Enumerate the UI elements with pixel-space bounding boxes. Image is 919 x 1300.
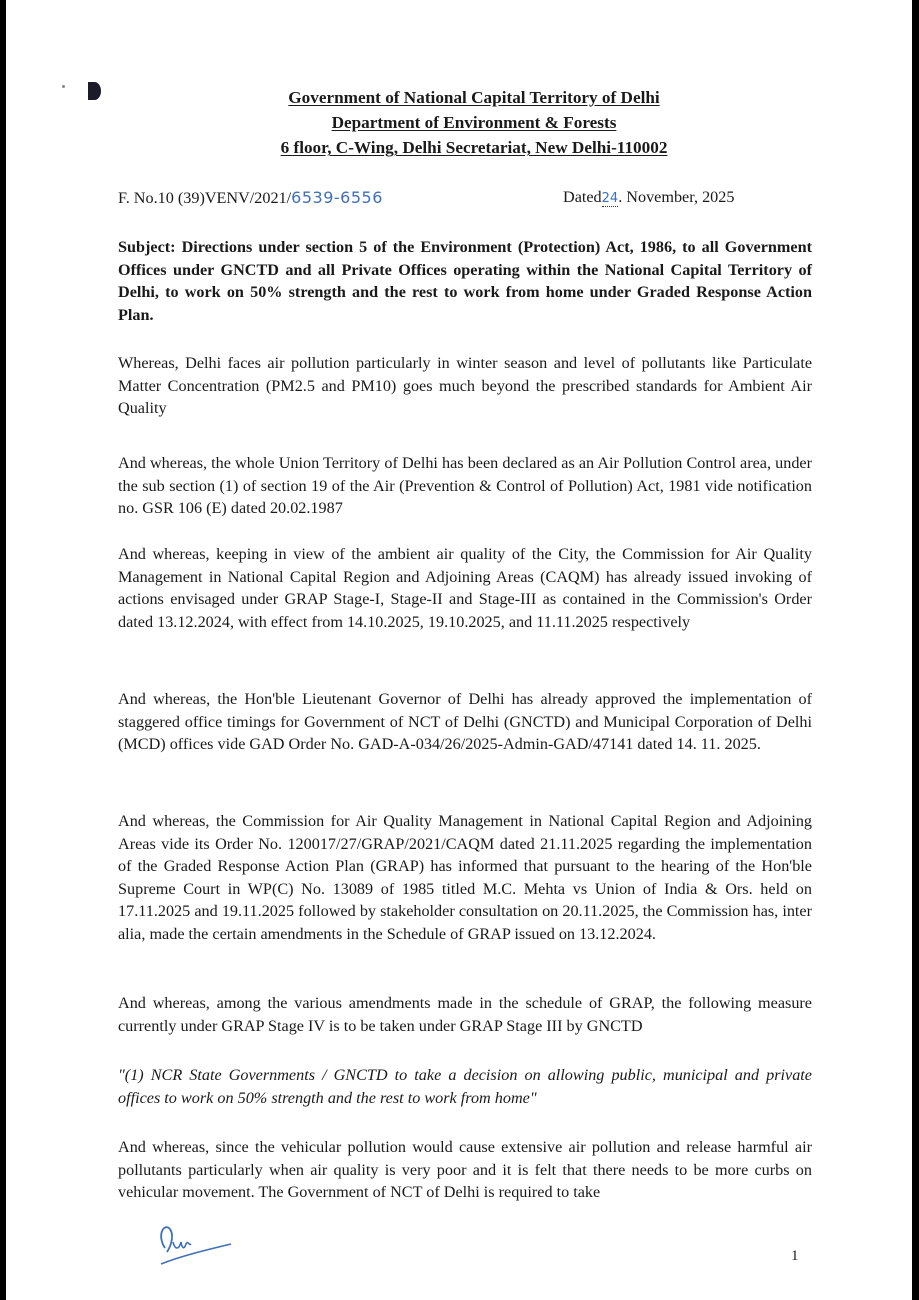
letterhead-address: 6 floor, C-Wing, Delhi Secretariat, New Delhi-110002 <box>280 138 668 157</box>
paragraph-2: And whereas, the whole Union Territory of Delhi has been declared as an Air Pollution Control area, under the sub section (1) of section 19 of the Air (Prevention & Control of Pollution) Act, 1981 vide notification no. GSR 106 (E) dated 20.02.1987 <box>118 454 812 517</box>
document-page <box>6 0 912 1300</box>
paragraph-1: Whereas, Delhi faces air pollution particularly in winter season and level of pollutants like Particulate Matter Concentration (PM2.5 and PM10) goes much beyond the prescribed standards for Ambient Air Quality <box>118 354 812 417</box>
signature-icon <box>151 1222 261 1272</box>
letterhead-department: Department of Environment & Forests <box>331 113 617 132</box>
letterhead-government: Government of National Capital Territory of Delhi <box>288 88 660 107</box>
dated-month-year: . November, 2025 <box>618 188 735 206</box>
paragraph-7: And whereas, since the vehicular pollution would cause extensive air pollution and release harmful air pollutants particularly when air quality is very poor and it is felt that there needs to be more curbs on vehicular movement. The Government of NCT of Delhi is required to take <box>118 1138 812 1201</box>
file-reference <box>118 188 383 208</box>
paragraph-6: And whereas, among the various amendments made in the schedule of GRAP, the following measure currently under GRAP Stage IV is to be taken under GRAP Stage III by GNCTD <box>118 994 812 1035</box>
paragraph-5: And whereas, the Commission for Air Quality Management in National Capital Region and Adjoining Areas vide its Order No. 120017/27/GRAP/2021/CAQM dated 21.11.2025 regarding the implementation of the Graded Response Action Plan (GRAP) has informed that pursuant to the hearing of the Hon'ble Supreme Court in WP(C) No. 13089 of 1985 titled M.C. Mehta vs Union of India & Ors. held on 17.11.2025 and 19.11.2025 followed by stakeholder consultation on 20.11.2025, the Commission has, inter alia, made the certain amendments in the Schedule of GRAP issued on 13.12.2024. <box>118 812 812 943</box>
quoted-measure: "(1) NCR State Governments / GNCTD to take a decision on allowing public, municipal and private offices to work on 50% strength and the rest to work from home" <box>118 1066 812 1107</box>
dated-label: Dated <box>563 188 602 206</box>
paragraph-3: And whereas, keeping in view of the ambient air quality of the City, the Commission for Air Quality Management in National Capital Region and Adjoining Areas (CAQM) has already issued invoking of actions envisaged under GRAP Stage-I, Stage-II and Stage-III as contained in the Commission's Order dated 13.12.2024, with effect from 14.10.2025, 19.10.2025, and 11.11.2025 respectively <box>118 545 812 631</box>
paragraph-4: And whereas, the Hon'ble Lieutenant Governor of Delhi has already approved the implementation of staggered office timings for Government of NCT of Delhi (GNCTD) and Municipal Corporation of Delhi (MCD) offices vide GAD Order No. GAD-A-034/26/2025-Admin-GAD/47141 dated 14. 11. 2025. <box>118 690 812 753</box>
letterhead <box>6 85 912 160</box>
file-number-prefix: F. No.10 (39)VENV/2021/ <box>118 189 292 207</box>
subject-line: Subject: Directions under section 5 of the Environment (Protection) Act, 1986, to all Government Offices under GNCTD and all Private Offices operating within the National Capital Territory of Delhi, to work on 50% strength and the rest to work from home under Graded Response Action Plan. <box>118 238 812 324</box>
page-number: 1 <box>791 1248 799 1264</box>
document-date <box>563 188 734 207</box>
dated-day-handwritten: 24 <box>601 191 619 206</box>
file-number-handwritten: 6539-6556 <box>291 188 383 207</box>
